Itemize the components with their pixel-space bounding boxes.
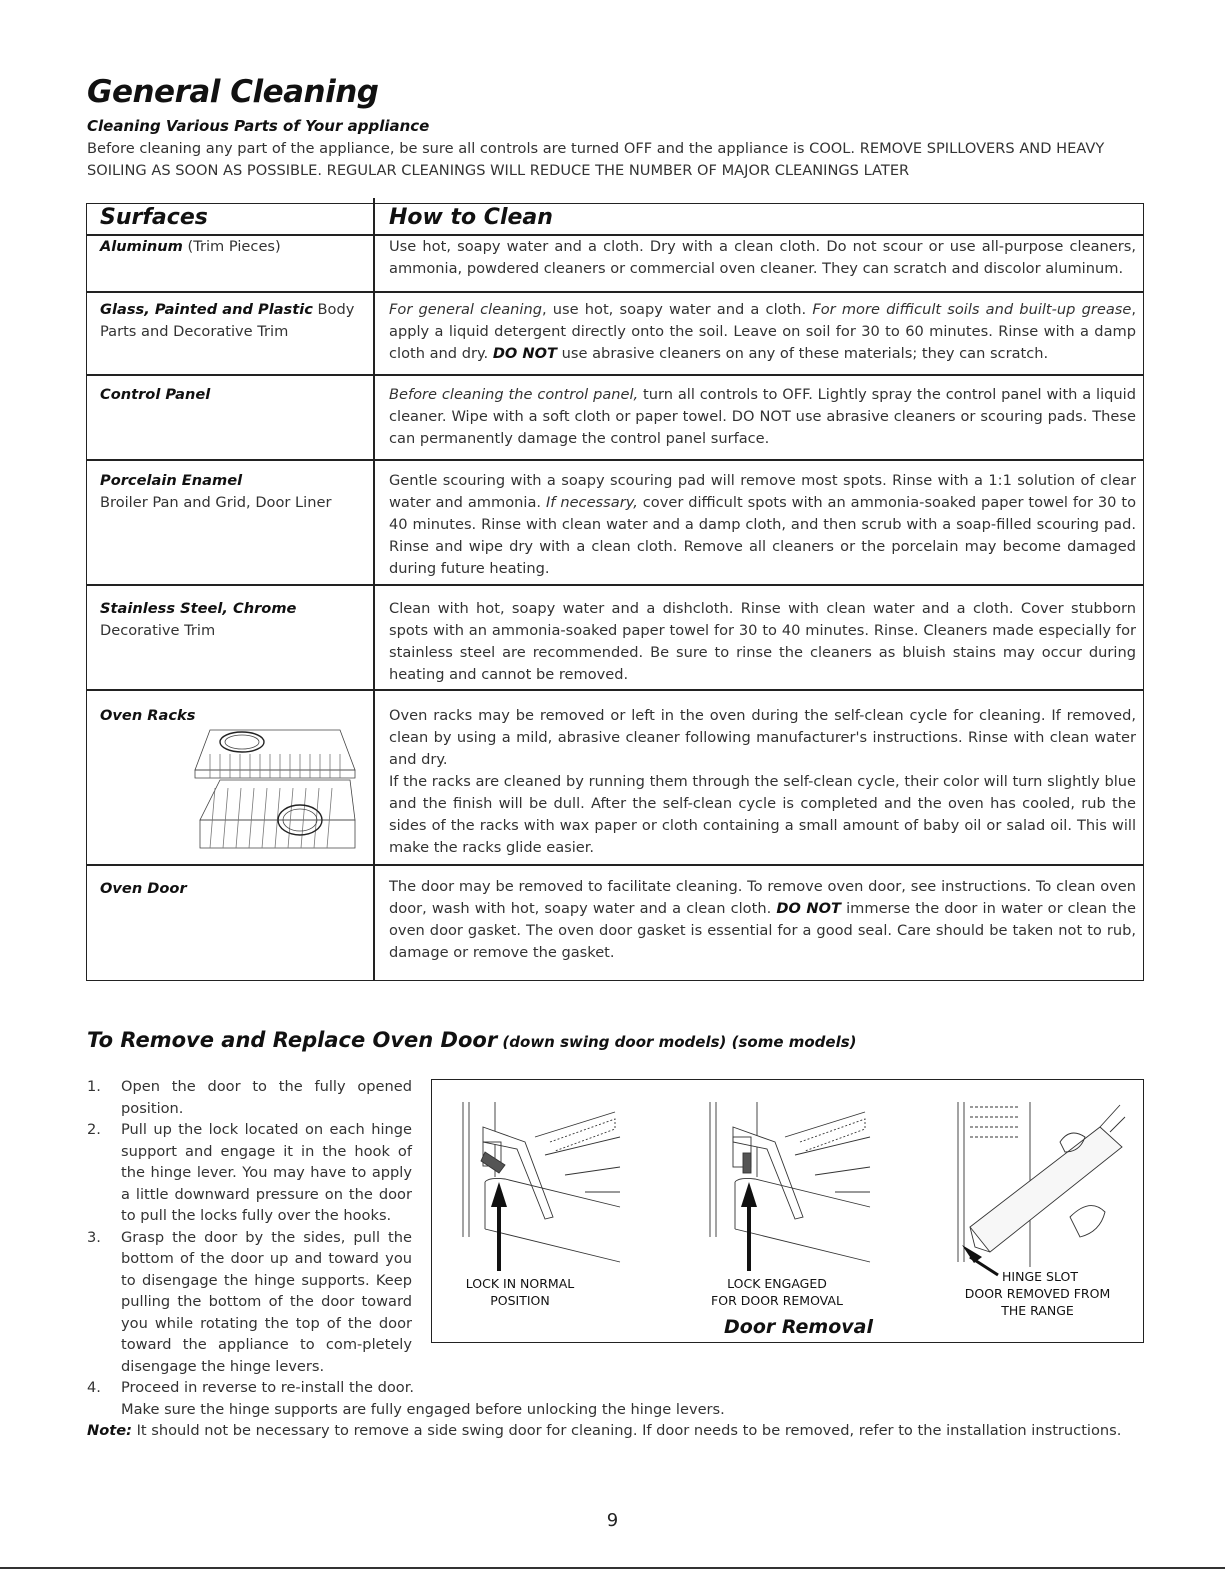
caption-lock-engaged: LOCK ENGAGED FOR DOOR REMOVAL xyxy=(711,1276,843,1308)
surface-aluminum: Aluminum (Trim Pieces) xyxy=(100,238,281,255)
door-removed-illustration xyxy=(950,1097,1130,1282)
surface-oven-door: Oven Door xyxy=(100,880,187,897)
figure-title: Door Removal xyxy=(724,1316,874,1338)
surface-porcelain-enamel: Porcelain Enamel Broiler Pan and Grid, Door Liner xyxy=(100,472,332,511)
row-divider xyxy=(86,291,1144,293)
how-stainless-steel-chrome: Clean with hot, soapy water and a dishcloth. Rinse with clean water and a cloth. Cover stubborn spots with an ammonia-soaked paper towel for 30 to 40 minutes. Rinse. Cleaners made especially for stainless steel are recommended. Be sure to rinse the cleaners as bluish stains may occur during heating and cannot be removed. xyxy=(389,600,1136,683)
surface-oven-racks: Oven Racks xyxy=(100,707,196,724)
lock-normal-illustration xyxy=(455,1097,625,1272)
row-divider xyxy=(86,864,1144,866)
door-removal-steps xyxy=(87,1076,412,1377)
list-item: 3. Grasp the door by the sides, pull the bottom of the door up and toward you to disengage the hinge supports. Keep pulling the bottom of the door toward you while rotating the top of the door toward the appliance to com-pletely disengage the hinge levers. xyxy=(87,1228,412,1375)
how-porcelain-enamel: Gentle scouring with a soapy scouring pad will remove most spots. Rinse with a 1:1 solution of clear water and ammonia. If necessary, cover difficult spots with an ammonia-soaked paper towel for 30 to 40 minutes. Rinse with clean water and a damp cloth, and then scrub with a soap-filled scouring pad. Rinse and wipe dry with a clean cloth. Remove all cleaners or the porcelain may become damaged during future heating. xyxy=(389,472,1136,577)
caption-hinge-slot: HINGE SLOT xyxy=(1002,1269,1078,1284)
surface-glass-painted-plastic: Glass, Painted and Plastic Body Parts and Decorative Trim xyxy=(100,301,355,340)
how-glass-painted-plastic: For general cleaning, use hot, soapy water and a cloth. For more difficult soils and built-up grease, apply a liquid detergent directly onto the soil. Leave on soil for 30 to 60 minutes. Rinse with a damp cloth and dry. DO NOT use abrasive cleaners on any of these materials; they can scratch. xyxy=(389,301,1137,362)
table-header-how-to-clean: How to Clean xyxy=(389,205,553,230)
list-item: 2. Pull up the lock located on each hinge support and engage it in the hook of the hinge lever. You may have to apply a little downward pressure on the door to pull the locks fully over the hooks. xyxy=(87,1121,412,1224)
how-oven-door: The door may be removed to facilitate cleaning. To remove oven door, see instructions. To clean oven door, wash with hot, soapy water and a clean cloth. DO NOT immerse the door in water or clean the oven door gasket. The oven door gasket is essential for a good seal. Care should be taken not to rub, damage or remove the gasket. xyxy=(389,878,1136,961)
surface-stainless-steel-chrome: Stainless Steel, Chrome Decorative Trim xyxy=(100,600,297,639)
oven-rack-illustration xyxy=(190,720,365,855)
table-header-surfaces: Surfaces xyxy=(100,205,208,230)
list-item: 1. Open the door to the fully opened position. xyxy=(87,1078,412,1117)
caption-door-removed: DOOR REMOVED FROM THE RANGE xyxy=(964,1286,1111,1318)
section-title-remove-door: To Remove and Replace Oven Door (down swing door models) (some models) xyxy=(87,1028,857,1052)
row-divider xyxy=(86,584,1144,586)
list-item: 4. Proceed in reverse to re-install the door. Make sure the hinge supports are fully engaged before unlocking the hinge levers. xyxy=(87,1379,725,1418)
bottom-rule xyxy=(0,1567,1225,1569)
how-aluminum: Use hot, soapy water and a cloth. Dry with a clean cloth. Do not scour or use all-purpose cleaners, ammonia, powdered cleaners or commercial oven cleaner. They can scratch and discolor aluminum. xyxy=(389,238,1136,277)
intro-paragraph: Before cleaning any part of the appliance, be sure all controls are turned OFF and the appliance is COOL. REMOVE SPILLOVERS AND HEAVY SOILING AS SOON AS POSSIBLE. REGULAR CLEANINGS WILL REDUCE THE NUMBER OF MAJOR CLEANINGS LATER xyxy=(87,140,1105,179)
surface-control-panel: Control Panel xyxy=(100,386,211,403)
caption-lock-normal: LOCK IN NORMAL POSITION xyxy=(465,1276,575,1308)
how-control-panel: Before cleaning the control panel, turn all controls to OFF. Lightly spray the control panel with a liquid cleaner. Wipe with a soft cloth or paper towel. DO NOT use abrasive cleaners or scouring pads. These can permanently damage the control panel surface. xyxy=(389,386,1136,447)
row-divider xyxy=(86,459,1144,461)
row-divider xyxy=(86,689,1144,691)
note-paragraph: Note: It should not be necessary to remove a side swing door for cleaning. If door needs to be removed, refer to the installation instructions. xyxy=(87,1422,1122,1439)
page-number: 9 xyxy=(606,1510,619,1531)
lock-engaged-illustration xyxy=(705,1097,875,1272)
row-divider xyxy=(86,374,1144,376)
how-oven-racks: Oven racks may be removed or left in the oven during the self-clean cycle for cleaning. If removed, clean by using a mild, abrasive cleaner following manufacturer's instructions. Rinse with clean water and dry. If the racks are cleaned by running them through the self-clean cycle, their color will turn slightly blue and the finish will be dull. After the self-clean cycle is completed and the oven has cooled, rub the sides of the racks with wax paper or cloth containing a small amount of baby oil or salad oil. This will make the racks glide easier. xyxy=(389,707,1136,856)
page-subtitle: Cleaning Various Parts of Your appliance xyxy=(87,117,430,135)
page-title: General Cleaning xyxy=(87,74,379,110)
